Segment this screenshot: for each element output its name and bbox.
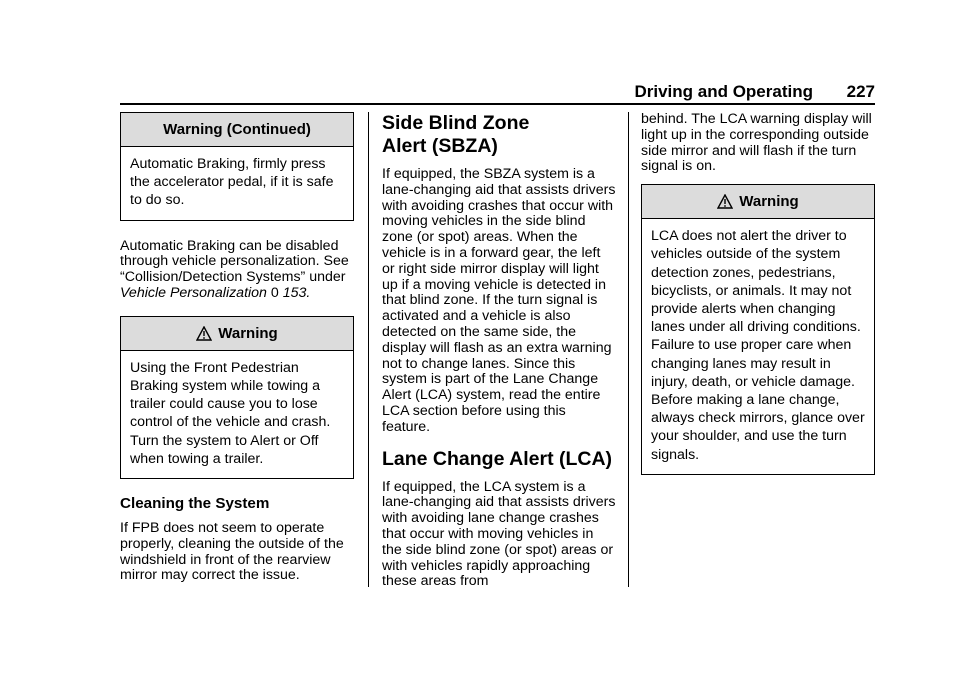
section-heading-sbza [382, 112, 616, 158]
warning-header [642, 185, 874, 219]
column-3 [641, 112, 875, 475]
page-number: 227 [846, 82, 875, 101]
paragraph-sbza: If equipped, the SBZA system is a lane-changing aid that assists drivers with avoiding crashes that occur with moving vehicles in the side blind zone (or spot) areas. When the vehicle is in a forward gear, the left or right side mirror display will light up if a moving vehicle is detected in that blind zone. If the turn signal is activated and a vehicle is also detected on the same side, the display will flash as an extra warning not to change lanes. Since this system is part of the Lane Change Alert (LCA) system, read the entire LCA section before using this feature. [382, 166, 616, 435]
warning-triangle-icon [196, 320, 212, 354]
column-1 [120, 112, 354, 584]
warning-text: LCA does not alert the driver to vehicles outside of the system detection zones, pedestrians, bicyclists, or animals. It may not provide alerts when changing lanes under all driving conditions. Failure to use proper care when changing lanes may result in injury, death, or vehicle damage. Before making a lane change, always check mirrors, glance over your shoulder, and use the turn signals. [651, 228, 865, 463]
warning-box-continued [120, 112, 354, 221]
section-heading-lca: Lane Change Alert (LCA) [382, 447, 613, 470]
warning-triangle-icon [717, 188, 733, 222]
warning-box-towing [120, 316, 354, 479]
warning-box-lca [641, 184, 875, 475]
paragraph-disable-braking [120, 239, 354, 302]
paragraph-text: Automatic Braking can be disabled through vehicle personalization. See “Collision/Detection Systems” under [120, 237, 349, 286]
header-rule [120, 103, 875, 105]
paragraph-lca: If equipped, the LCA system is a lane-changing aid that assists drivers with avoiding lane change crashes that occur with moving vehicles in the side blind zone (or spot) areas or with vehicles rapidly approaching these areas from [382, 478, 616, 590]
heading-line-2: Alert (SBZA) [382, 135, 498, 157]
warning-title: Warning (Continued) [121, 113, 353, 147]
heading-line-1: Side Blind Zone [382, 112, 530, 134]
warning-title: Warning [218, 324, 278, 342]
paragraph-cleaning: If FPB does not seem to operate properly, cleaning the outside of the windshield in front of the rearview mirror may correct the issue. [120, 520, 344, 584]
section-heading-cleaning: Cleaning the System [120, 495, 270, 513]
xref-symbol: 0 [270, 285, 279, 301]
paragraph-lca-continued: behind. The LCA warning display will light up in the corresponding outside side mirror and will flash if the turn signal is on. [641, 111, 872, 175]
warning-header [121, 317, 353, 351]
warning-text: Automatic Braking, firmly press the accelerator pedal, if it is safe to do so. [130, 156, 334, 209]
xref-title: Vehicle Personalization [120, 285, 267, 301]
column-2 [382, 112, 616, 590]
column-divider-1 [368, 112, 369, 587]
xref-page: 153. [282, 285, 311, 301]
page-header [120, 82, 875, 104]
column-divider-2 [628, 112, 629, 587]
xref-link[interactable] [120, 285, 310, 301]
header-section-title: Driving and Operating [634, 82, 813, 101]
warning-text: Using the Front Pedestrian Braking system while towing a trailer could cause you to lose control of the vehicle and crash. Turn the system to Alert or Off when towing a trailer. [130, 359, 331, 467]
warning-title: Warning [739, 193, 799, 211]
